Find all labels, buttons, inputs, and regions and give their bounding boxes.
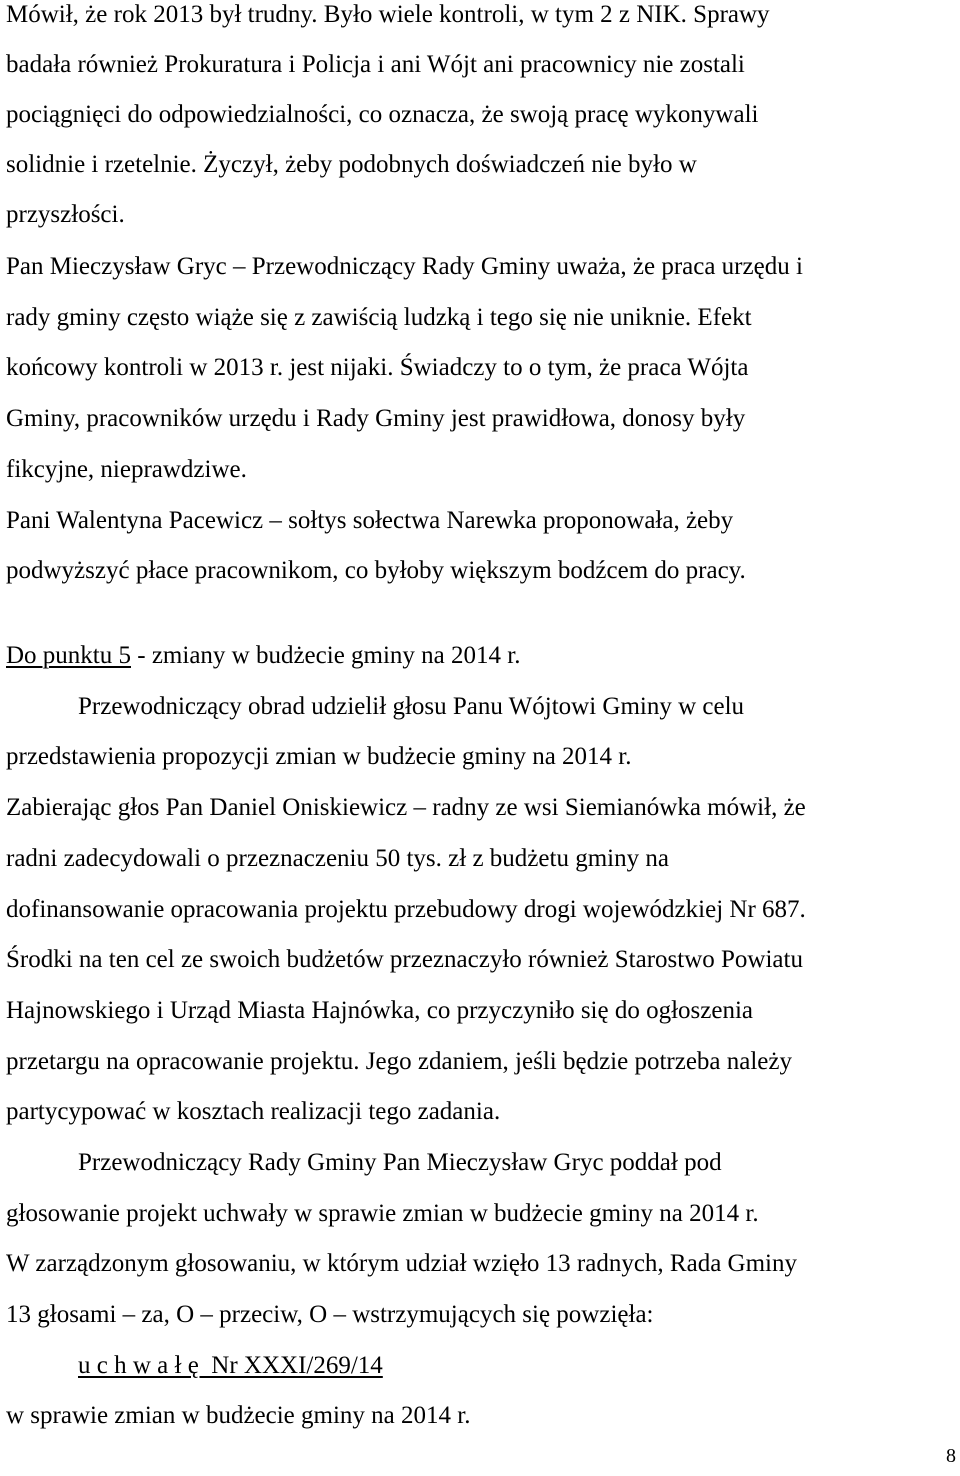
resolution-subject: w sprawie zmian w budżecie gminy na 2014 r.	[6, 1402, 471, 1429]
text-line: Mówił, że rok 2013 był trudny. Było wiele kontroli, w tym 2 z NIK. Sprawy	[6, 1, 770, 28]
section-heading-underlined: Do punktu 5	[6, 642, 131, 669]
text-line: dofinansowanie opracowania projektu przebudowy drogi wojewódzkiej Nr 687.	[6, 896, 806, 923]
resolution-title-text: u c h w a ł ę Nr XXXI/269/14	[78, 1352, 383, 1379]
text-line: pociągnięci do odpowiedzialności, co oznacza, że swoją pracę wykonywali	[6, 101, 759, 128]
text-line: Gminy, pracowników urzędu i Rady Gminy jest prawidłowa, donosy były	[6, 405, 746, 432]
text-line: badała również Prokuratura i Policja i ani Wójt ani pracownicy nie zostali	[6, 51, 745, 78]
text-line: Hajnowskiego i Urząd Miasta Hajnówka, co przyczyniło się do ogłoszenia	[6, 997, 754, 1024]
text-line: Pan Mieczysław Gryc – Przewodniczący Rady Gminy uważa, że praca urzędu i	[6, 253, 803, 280]
text-line: Zabierając głos Pan Daniel Oniskiewicz – radny ze wsi Siemianówka mówił, że	[6, 794, 806, 821]
text-line: partycypować w kosztach realizacji tego zadania.	[6, 1098, 501, 1125]
text-line: głosowanie projekt uchwały w sprawie zmian w budżecie gminy na 2014 r.	[6, 1200, 759, 1227]
text-line: Środki na ten cel ze swoich budżetów przeznaczyło również Starostwo Powiatu	[6, 946, 803, 973]
text-line: fikcyjne, nieprawdziwe.	[6, 456, 247, 483]
section-heading-rest: - zmiany w budżecie gminy na 2014 r.	[131, 642, 521, 669]
section-heading	[6, 641, 520, 671]
text-line: końcowy kontroli w 2013 r. jest nijaki. Świadczy to o tym, że praca Wójta	[6, 354, 749, 381]
page-number: 8	[946, 1445, 956, 1467]
resolution-title	[78, 1351, 383, 1381]
text-line: przedstawienia propozycji zmian w budżecie gminy na 2014 r.	[6, 743, 632, 770]
text-line: W zarządzonym głosowaniu, w którym udział wzięło 13 radnych, Rada Gminy	[6, 1250, 797, 1277]
text-line: Przewodniczący Rady Gminy Pan Mieczysław Gryc poddał pod	[78, 1149, 722, 1176]
text-line: przyszłości.	[6, 201, 125, 228]
text-line: radni zadecydowali o przeznaczeniu 50 tys. zł z budżetu gminy na	[6, 845, 669, 872]
text-line: Pani Walentyna Pacewicz – sołtys sołectwa Narewka proponowała, żeby	[6, 507, 734, 534]
text-line: przetargu na opracowanie projektu. Jego zdaniem, jeśli będzie potrzeba należy	[6, 1048, 792, 1075]
text-line: solidnie i rzetelnie. Życzył, żeby podobnych doświadczeń nie było w	[6, 151, 697, 178]
text-line: Przewodniczący obrad udzielił głosu Panu Wójtowi Gminy w celu	[78, 693, 745, 720]
text-line: podwyższyć płace pracownikom, co byłoby większym bodźcem do pracy.	[6, 557, 746, 584]
text-line: rady gminy często wiąże się z zawiścią ludzką i tego się nie uniknie. Efekt	[6, 304, 752, 331]
text-line: 13 głosami – za, O – przeciw, O – wstrzymujących się powzięła:	[6, 1301, 654, 1328]
